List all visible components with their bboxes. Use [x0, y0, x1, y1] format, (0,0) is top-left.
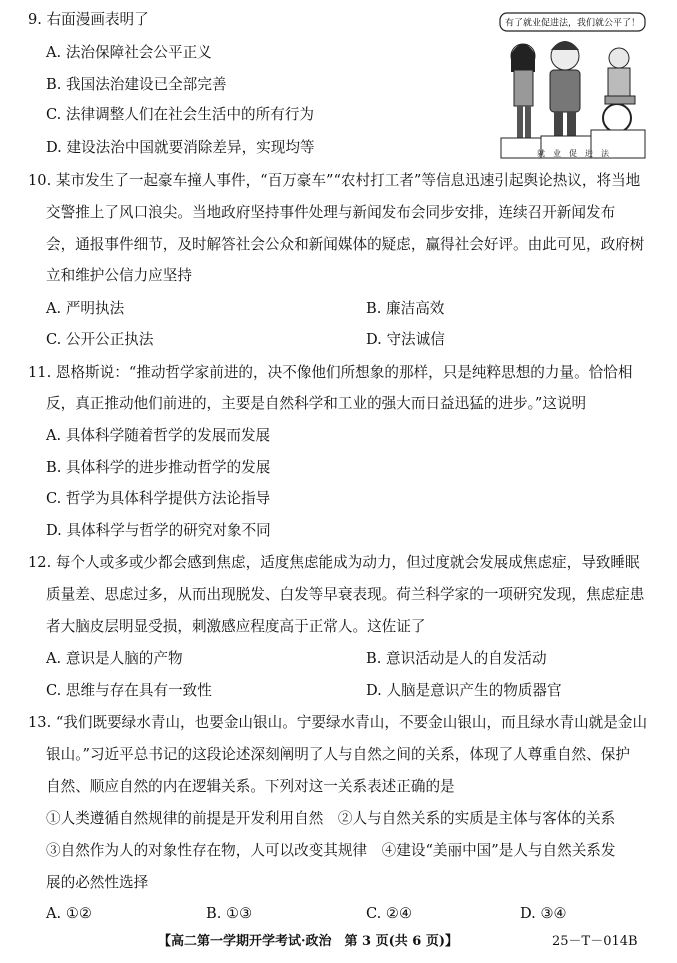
q9-comic: [497, 10, 649, 162]
q13-statement-line-2: ③自然作为人的对象性存在物，人可以改变其规律 ④建设“美丽中国”是人与自然关系发: [46, 842, 616, 859]
q10-stem-line-2: 交警推上了风口浪尖。当地政府坚持事件处理与新闻发布会同步安排，连续召开新闻发布: [46, 204, 616, 221]
q11-option-a: A. 具体科学随着哲学的发展而发展: [46, 427, 271, 444]
q13-option-b: B. ①③: [206, 905, 253, 922]
q9-option-a: A. 法治保障社会公平正义: [46, 44, 212, 61]
q12-stem-line-3: 者大脑皮层明显受损，刺激感应程度高于正常人。这佐证了: [46, 618, 426, 635]
q9-option-b: B. 我国法治建设已全部完善: [46, 76, 227, 93]
q10-stem-line-1: 10. 某市发生了一起豪车撞人事件，“百万豪车”“农村打工者”等信息迅速引起舆论热议，将当地: [28, 172, 641, 189]
q12-stem-line-1: 12. 每个人或多或少都会感到焦虑，适度焦虑能成为动力，但过度就会发展成焦虑症，导致睡眠: [28, 554, 640, 571]
comic-illustration: [497, 10, 649, 162]
q13-option-c: C. ②④: [366, 905, 413, 922]
page-footer-code: 25－T－014B: [552, 934, 638, 949]
q9-stem: 9. 右面漫画表明了: [28, 11, 149, 28]
q11-option-d: D. 具体科学与哲学的研究对象不同: [46, 522, 271, 539]
q13-option-d: D. ③④: [520, 905, 567, 922]
q13-stem-line-1: 13. “我们既要绿水青山，也要金山银山。宁要绿水青山，不要金山银山，而且绿水青山就是金山: [28, 714, 648, 731]
q11-option-c: C. 哲学为具体科学提供方法论指导: [46, 490, 271, 507]
q13-statement-line-1: ①人类遵循自然规律的前提是开发利用自然 ②人与自然关系的实质是主体与客体的关系: [46, 810, 616, 827]
q11-option-b: B. 具体科学的进步推动哲学的发展: [46, 459, 271, 476]
q11-stem-line-2: 反，真正推动他们前进的，主要是自然科学和工业的强大而日益迅猛的进步。”这说明: [46, 395, 587, 412]
q13-statement-line-3: 展的必然性选择: [46, 874, 149, 891]
q12-stem-line-2: 质量差、思虑过多，从而出现脱发、白发等早衰表现。荷兰科学家的一项研究发现，焦虑症患: [46, 586, 645, 603]
q10-stem-line-4: 立和维护公信力应坚持: [46, 267, 192, 284]
q10-option-a: A. 严明执法: [46, 300, 125, 317]
comic-sign-text: 就 业 促 进 法: [537, 149, 609, 158]
q9-option-d: D. 建设法治中国就要消除差异，实现均等: [46, 139, 315, 156]
page-footer-title: 【高二第一学期开学考试·政治 第 3 页(共 6 页)】: [158, 934, 459, 949]
comic-speech-text: 有了就业促进法，我们就公平了！: [504, 18, 641, 29]
q10-option-b: B. 廉洁高效: [366, 300, 445, 317]
q12-option-c: C. 思维与存在具有一致性: [46, 682, 212, 699]
q12-option-d: D. 人脑是意识产生的物质器官: [366, 682, 562, 699]
q11-stem-line-1: 11. 恩格斯说：“推动哲学家前进的，决不像他们所想象的那样，只是纯粹思想的力量。恰恰相: [28, 364, 633, 381]
q13-stem-line-2: 银山。”习近平总书记的这段论述深刻阐明了人与自然之间的关系，体现了人尊重自然、保护: [46, 746, 630, 763]
q9-option-c: C. 法律调整人们在社会生活中的所有行为: [46, 106, 315, 123]
q10-option-d: D. 守法诚信: [366, 331, 445, 348]
q12-option-b: B. 意识活动是人的自发活动: [366, 650, 547, 667]
q10-option-c: C. 公开公正执法: [46, 331, 154, 348]
q13-option-a: A. ①②: [46, 905, 92, 922]
q13-stem-line-3: 自然、顺应自然的内在逻辑关系。下列对这一关系表述正确的是: [46, 778, 455, 795]
q12-option-a: A. 意识是人脑的产物: [46, 650, 183, 667]
q10-stem-line-3: 会，通报事件细节，及时解答社会公众和新闻媒体的疑虑，赢得社会好评。由此可见，政府树: [46, 236, 645, 253]
